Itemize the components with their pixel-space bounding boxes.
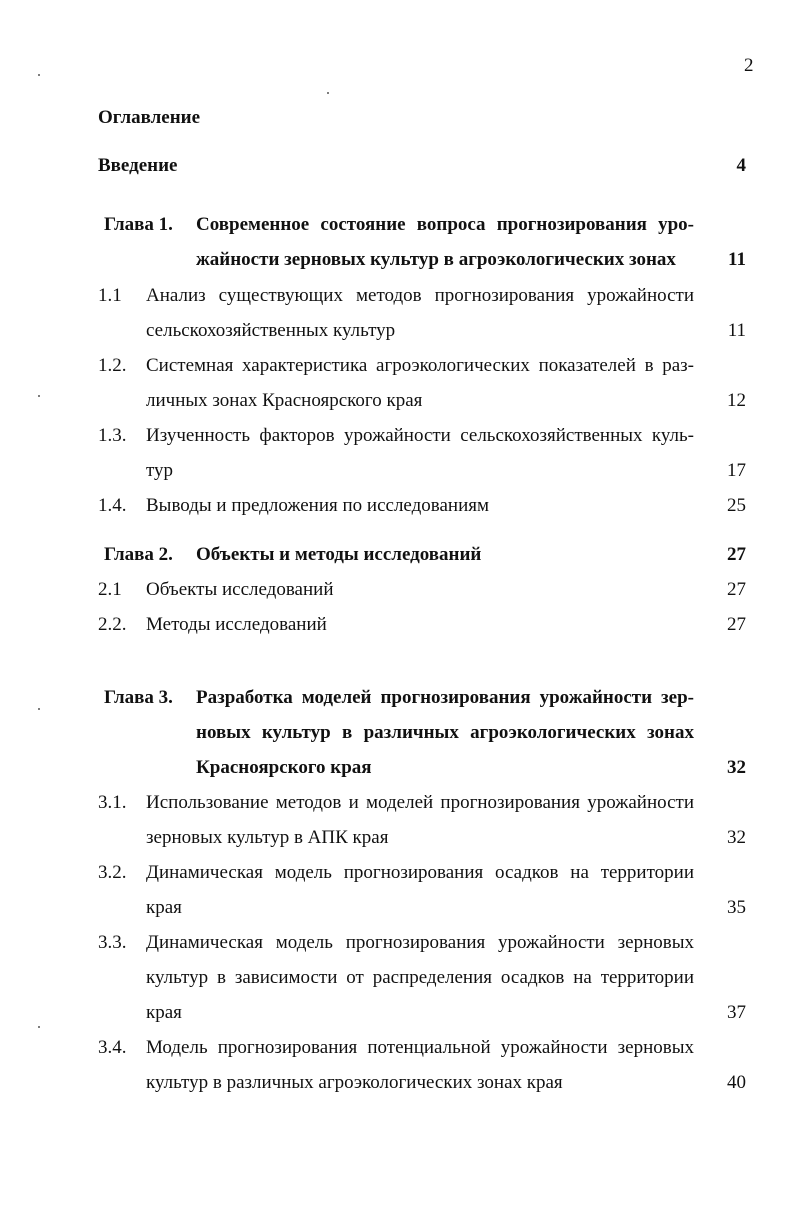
section-title-line: Динамическая модель прогнозирования осадков на территории xyxy=(146,862,694,883)
section-page: 35 xyxy=(727,897,746,918)
section-number: 1.3. xyxy=(98,425,127,446)
chapter-label: Глава 2. xyxy=(104,544,173,565)
section-number: 3.1. xyxy=(98,792,127,813)
section-title-line: Системная характеристика агроэкологических показателей в раз- xyxy=(146,355,694,376)
section-title-line: культур в зависимости от распределения осадков на территории xyxy=(146,967,694,988)
section-title-line: культур в различных агроэкологических зонах края xyxy=(146,1072,563,1093)
chapter-page: 32 xyxy=(727,757,746,778)
section-number: 1.1 xyxy=(98,285,122,306)
section-page: 17 xyxy=(727,460,746,481)
section-number: 2.1 xyxy=(98,579,122,600)
section-page: 27 xyxy=(727,614,746,635)
chapter-title-line: новых культур в различных агроэкологических зонах xyxy=(196,722,694,743)
section-number: 3.2. xyxy=(98,862,127,883)
section-page: 27 xyxy=(727,579,746,600)
chapter-title-line: Красноярского края xyxy=(196,757,372,778)
scan-speck xyxy=(38,708,40,710)
section-page: 37 xyxy=(727,1002,746,1023)
section-page: 11 xyxy=(727,320,746,341)
section-page: 25 xyxy=(727,495,746,516)
section-title-line: Изученность факторов урожайности сельскохозяйственных куль- xyxy=(146,425,694,446)
chapter-label: Глава 1. xyxy=(104,214,173,235)
section-number: 3.4. xyxy=(98,1037,127,1058)
section-page: 32 xyxy=(727,827,746,848)
section-title-line: Выводы и предложения по исследованиям xyxy=(146,495,490,516)
section-title-line: Использование методов и моделей прогнозирования урожайности xyxy=(146,792,694,813)
chapter-title-line: Разработка моделей прогнозирования урожайности зер- xyxy=(196,687,694,708)
section-title-line: края xyxy=(146,897,182,918)
chapter-page: 11 xyxy=(728,249,746,270)
section-title-line: края xyxy=(146,1002,182,1023)
section-title-line: Динамическая модель прогнозирования урожайности зерновых xyxy=(146,932,694,953)
scan-speck xyxy=(38,74,40,76)
scan-speck xyxy=(38,1026,40,1028)
section-page: 40 xyxy=(727,1072,746,1093)
section-title-line: Анализ существующих методов прогнозирования урожайности xyxy=(146,285,694,306)
toc-heading: Оглавление xyxy=(98,107,201,128)
toc-intro-page: 4 xyxy=(736,155,746,176)
section-title-line: сельскохозяйственных культур xyxy=(146,320,396,341)
section-number: 1.2. xyxy=(98,355,127,376)
section-title-line: Объекты исследований xyxy=(146,579,334,600)
section-title-line: Методы исследований xyxy=(146,614,327,635)
chapter-label: Глава 3. xyxy=(104,687,173,708)
chapter-title-line: Современное состояние вопроса прогнозирования уро- xyxy=(196,214,694,235)
section-title-line: Модель прогнозирования потенциальной урожайности зерновых xyxy=(146,1037,694,1058)
section-page: 12 xyxy=(727,390,746,411)
section-number: 3.3. xyxy=(98,932,127,953)
chapter-title-line: жайности зерновых культур в агроэкологических зонах xyxy=(196,249,676,270)
page-number: 2 xyxy=(744,55,754,76)
chapter-title-line: Объекты и методы исследований xyxy=(196,544,482,565)
section-title-line: тур xyxy=(146,460,174,481)
section-title-line: зерновых культур в АПК края xyxy=(146,827,389,848)
scan-speck xyxy=(327,92,329,94)
section-title-line: личных зонах Красноярского края xyxy=(146,390,423,411)
section-number: 2.2. xyxy=(98,614,127,635)
chapter-page: 27 xyxy=(727,544,746,565)
scan-speck xyxy=(38,395,40,397)
section-number: 1.4. xyxy=(98,495,127,516)
toc-intro-label: Введение xyxy=(98,155,178,176)
